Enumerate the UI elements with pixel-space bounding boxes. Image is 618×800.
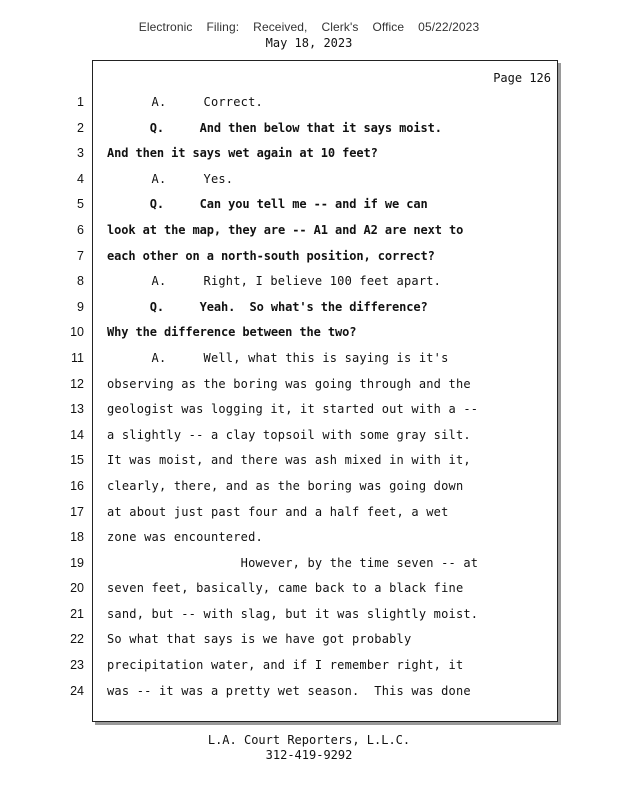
question-line: look at the map, they are -- A1 and A2 are next to xyxy=(107,222,464,237)
question-line: Why the difference between the two? xyxy=(107,325,357,340)
transcript-line: seven feet, basically, came back to a black fine xyxy=(107,581,464,596)
line-number: 22 xyxy=(70,632,84,647)
line-number: 16 xyxy=(70,478,84,493)
line-number: 15 xyxy=(70,453,84,468)
transcript-line: It was moist, and there was ash mixed in with it, xyxy=(107,453,471,468)
transcript-line: geologist was logging it, it started out with a -- xyxy=(107,402,479,417)
line-number: 8 xyxy=(77,274,84,289)
transcript-line: clearly, there, and as the boring was going down xyxy=(107,478,464,493)
line-number-column xyxy=(52,90,84,704)
question-line: And then it says wet again at 10 feet? xyxy=(107,146,378,161)
line-number: 17 xyxy=(70,504,84,519)
line-number: 13 xyxy=(70,402,84,417)
line-number: 5 xyxy=(77,197,84,212)
line-number: 19 xyxy=(70,555,84,570)
question-line: Q. Yeah. So what's the difference? xyxy=(107,299,428,314)
transcript-date: May 18, 2023 xyxy=(265,36,353,50)
line-number: 9 xyxy=(77,299,84,314)
line-number: 14 xyxy=(70,427,84,442)
filing-stamp-part: Office xyxy=(372,20,405,34)
filing-stamp-part: Electronic xyxy=(138,20,193,34)
transcript-text xyxy=(107,90,552,704)
line-number: 4 xyxy=(77,171,84,186)
transcript-line: A. Well, what this is saying is it's xyxy=(107,350,449,365)
reporter-phone: 312-419-9292 xyxy=(265,748,353,762)
filing-stamp-part: Filing: xyxy=(206,20,240,34)
filing-stamp-part: Clerk's xyxy=(321,20,359,34)
line-number: 1 xyxy=(77,95,84,109)
transcript-line: zone was encountered. xyxy=(107,530,263,545)
line-number: 6 xyxy=(77,222,84,237)
transcript-line: was -- it was a pretty wet season. This was done xyxy=(107,683,471,698)
filing-stamp-part: Received, xyxy=(253,20,308,34)
transcript-line: observing as the boring was going through and the xyxy=(107,376,471,391)
line-number: 21 xyxy=(70,606,84,621)
electronic-filing-stamp xyxy=(0,20,618,34)
transcript-line: precipitation water, and if I remember right, it xyxy=(107,658,464,673)
transcript-line: So what that says is we have got probably xyxy=(107,632,412,647)
transcript-line: A. Yes. xyxy=(107,171,234,186)
transcript-line: However, by the time seven -- at xyxy=(107,555,479,570)
transcript-line: at about just past four and a half feet, a wet xyxy=(107,504,449,519)
question-line: Q. Can you tell me -- and if we can xyxy=(107,197,428,212)
line-number: 23 xyxy=(70,658,84,673)
line-number: 20 xyxy=(70,581,84,596)
line-number: 11 xyxy=(71,350,84,365)
line-number: 2 xyxy=(77,120,84,135)
transcript-line: sand, but -- with slag, but it was slightly moist. xyxy=(107,606,479,621)
transcript-line: A. Right, I believe 100 feet apart. xyxy=(107,274,442,289)
transcript-line: a slightly -- a clay topsoil with some gray silt. xyxy=(107,427,471,442)
line-number: 7 xyxy=(77,248,84,263)
line-number: 18 xyxy=(70,530,84,545)
question-line: each other on a north-south position, correct? xyxy=(107,248,435,263)
line-number: 24 xyxy=(70,683,84,698)
question-line: Q. And then below that it says moist. xyxy=(107,120,442,135)
line-number: 3 xyxy=(77,146,84,161)
page-number: Page 126 xyxy=(493,71,551,85)
reporter-name: L.A. Court Reporters, L.L.C. xyxy=(207,733,411,747)
line-number: 10 xyxy=(70,325,84,340)
line-number: 12 xyxy=(70,376,84,391)
filing-stamp-part: 05/22/2023 xyxy=(418,20,480,34)
transcript-line: A. Correct. xyxy=(107,95,263,109)
